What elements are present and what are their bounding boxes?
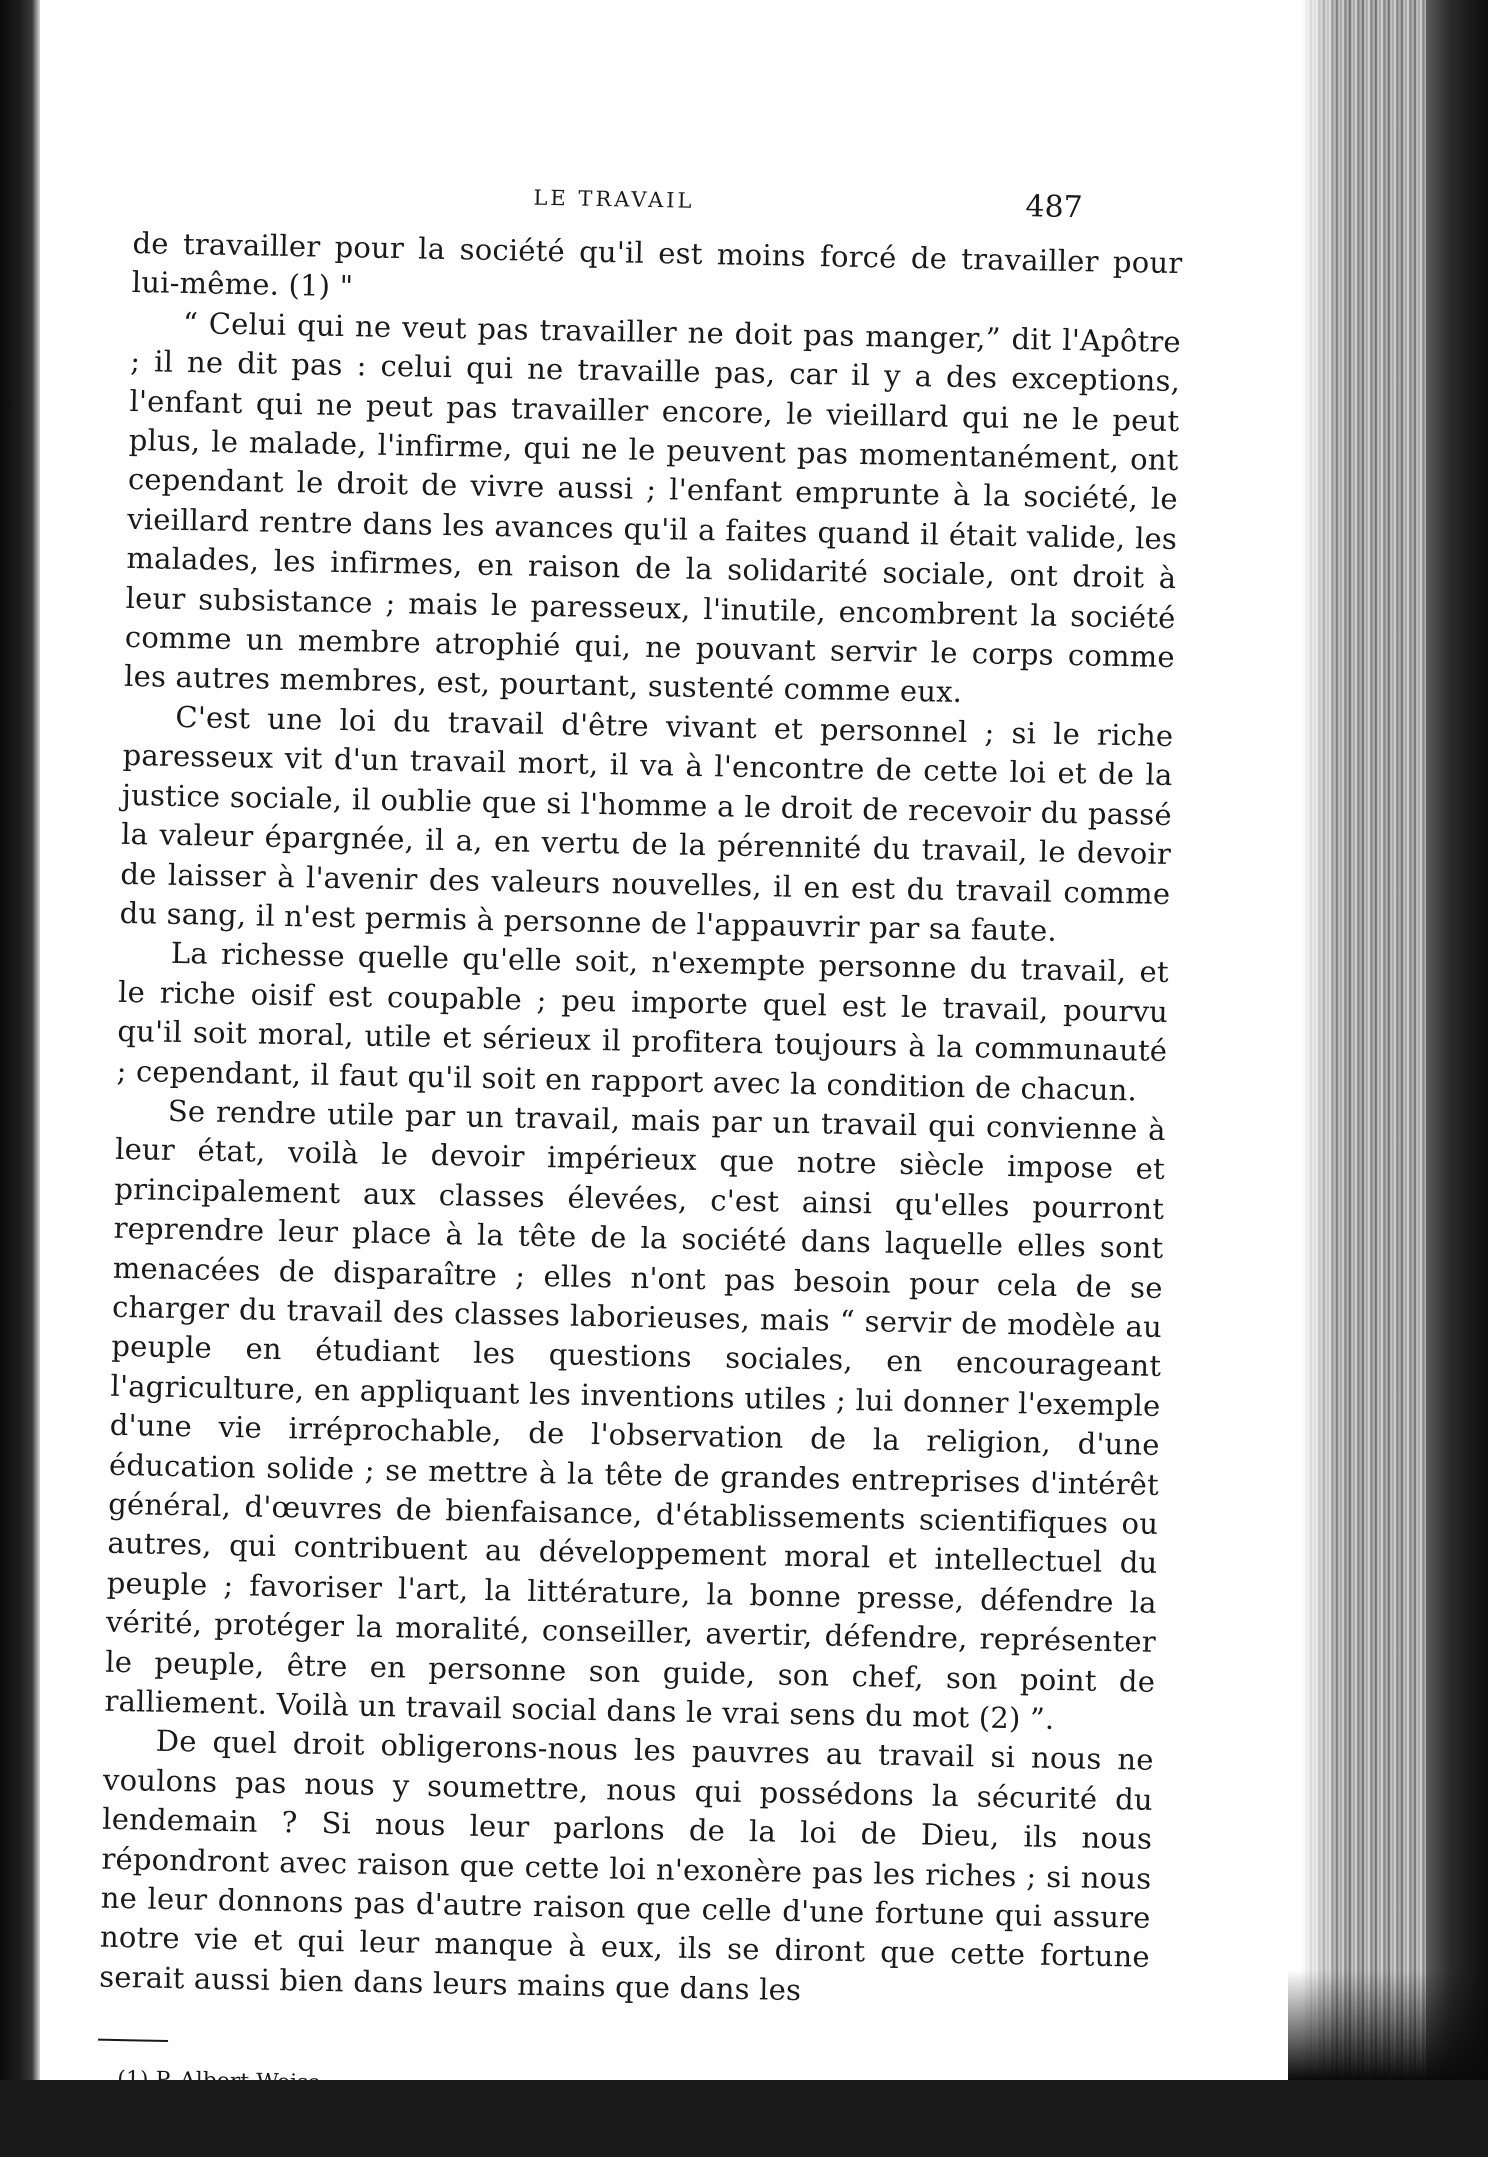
footnote-rule bbox=[98, 2039, 168, 2042]
running-head: LE TRAVAIL bbox=[533, 185, 695, 213]
paragraph: Se rendre utile par un travail, mais par un travail qui convienne à leur état, voilà le devoir impérieux que notre siècle impose et principalement aux classes élevées, c'est ainsi qu'elles pourront reprendre leur place à la tête de la société dans laquelle elles sont menacées de disparaître ; elles n'ont pas besoin pour cela de se charger du travail des classes laborieuses, mais “ servir de modèle au peuple en étudiant les questions sociales, en encourageant l'agriculture, en appliquant les inventions utiles ; lui donner l'exemple d'une vie irréprochable, de l'observation de la religion, d'une éducation solide ; se mettre à la tête de grandes entreprises d'intérêt général, d'œuvres de bienfaisance, d'établissements scientifiques ou autres, qui contribuent au développement moral et intellectuel du peuple ; favoriser l'art, la littérature, la bonne presse, défendre la vérité, protéger la moralité, conseiller, avertir, défendre, représenter le peuple, être en personne son guide, son chef, son point de ralliement. Voilà un travail social dans le vrai sens du mot (2) ”. bbox=[104, 1093, 1167, 1736]
book-left-edge bbox=[0, 0, 40, 2080]
paragraph: C'est une loi du travail d'être vivant et personnel ; si le riche paresseux vit d'un travail mort, il va à l'encontre de cette loi et de la justice sociale, il oublie que si l'homme a le droit de recevoir du passé la valeur épargnée, il a, en vertu de la pérennité du travail, le devoir de laisser à l'avenir des valeurs nouvelles, il en est du travail comme du sang, il n'est permis à personne de l'appauvrir par sa faute. bbox=[119, 699, 1174, 948]
scan-speck bbox=[6, 398, 12, 404]
paragraph: La richesse quelle qu'elle soit, n'exempte personne du travail, et le riche oisif est coupable ; peu importe quel est le travail, pourvu qu'il soit moral, utile et sérieux il profitera toujours à la communauté ; cependant, il faut qu'il soit en rapport avec la condition de chacun. bbox=[116, 936, 1170, 1107]
paragraph: De quel droit obligerons-nous les pauvres au travail si nous ne voulons pas nous y soumettre, nous qui possédons la sécurité du lendemain ? Si nous leur parlons de la loi de Dieu, ils nous répondront avec raison que cette loi n'exonère pas les riches ; si nous ne leur donnons pas d'autre raison que celle d'une fortune qui assure notre vie et qui leur manque à eux, ils se diront que cette fortune serait aussi bien dans leurs mains que dans les bbox=[98, 1724, 1154, 2008]
body-text bbox=[99, 224, 1183, 2017]
book-page-edges bbox=[1300, 0, 1488, 2080]
paragraph: “ Celui qui ne veut pas travailler ne doit pas manger,” dit l'Apôtre ; il ne dit pas : celui qui ne travaille pas, car il y a des exceptions, l'enfant qui ne peut pas travailler encore, le vieillard qui ne le peut plus, le malade, l'infirme, qui ne le peuvent pas momentanément, ont cependant le droit de vivre aussi ; l'enfant emprunte à la société, le vieillard rentre dans les avances qu'il a faites quand il était valide, les malades, les infirmes, en raison de la solidarité sociale, ont droit à leur subsistance ; mais le paresseux, l'inutile, encombrent la société comme un membre atrophié qui, ne pouvant servir le corps comme les autres membres, est, pourtant, sustenté comme eux. bbox=[123, 305, 1182, 710]
page-content bbox=[96, 168, 1184, 2157]
book-corner-shadow bbox=[1288, 1970, 1488, 2080]
paragraph: de travailler pour la société qu'il est moins forcé de travailler pour lui-même. (1) " bbox=[131, 225, 1183, 304]
footnote: (1) P. Albert Weiss. bbox=[117, 2067, 327, 2097]
page-number: 487 bbox=[1025, 189, 1084, 226]
footnote: (2) P. Albert Weiss. bbox=[116, 2105, 327, 2135]
